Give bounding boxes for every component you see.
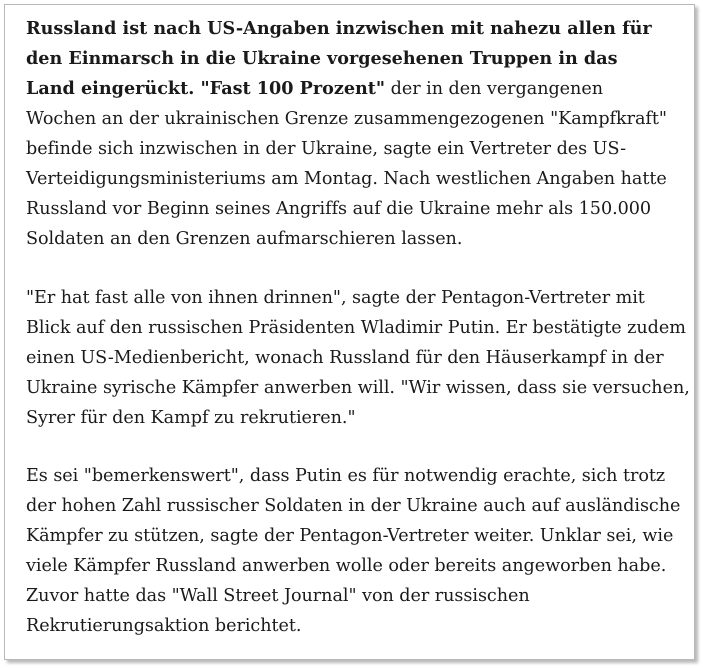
paragraph-1-line-3 xyxy=(26,74,690,104)
paragraph-1-line-3-rest: der in den vergangenen xyxy=(385,79,603,99)
paragraph-3-line-1: Es sei "bemerkenswert", dass Putin es für notwendig erachte, sich trotz xyxy=(26,466,666,486)
lead-text-line-1: Russland ist nach US-Angaben inzwischen mit nahezu allen für xyxy=(26,18,652,39)
lead-text-line-3: Land eingerückt. "Fast 100 Prozent" xyxy=(26,78,386,99)
paragraph-2-line-4: Ukraine syrische Kämpfer anwerben will. "Wir wissen, dass sie versuchen, xyxy=(26,377,690,398)
article-body xyxy=(26,14,690,641)
paragraph-1 xyxy=(26,14,690,254)
paragraph-3-line-3: Kämpfer zu stützen, sagte der Pentagon-Vertreter weiter. Unklar sei, wie xyxy=(26,526,674,546)
paragraph-1-line-7: Russland vor Beginn seines Angriffs auf die Ukraine mehr als 150.000 xyxy=(26,199,652,219)
paragraph-2-line-2: Blick auf den russischen Präsidenten Wladimir Putin. Er bestätigte zudem xyxy=(26,317,686,338)
paragraph-2-line-3: einen US-Medienbericht, wonach Russland für den Häuserkampf in der xyxy=(26,347,664,368)
paragraph-1-line-8: Soldaten an den Grenzen aufmarschieren lassen. xyxy=(26,229,463,249)
paragraph-3-line-2: der hohen Zahl russischer Soldaten in der Ukraine auch auf ausländische xyxy=(26,496,681,516)
paragraph-1-line-4: Wochen an der ukrainischen Grenze zusammengezogenen "Kampfkraft" xyxy=(26,109,667,129)
paragraph-2-line-1: "Er hat fast alle von ihnen drinnen", sagte der Pentagon-Vertreter mit xyxy=(26,287,645,308)
paragraph-1-line-6: Verteidigungsministeriums am Montag. Nach westlichen Angaben hatte xyxy=(26,169,667,189)
paragraph-1-line-5: befinde sich inzwischen in der Ukraine, sagte ein Vertreter des US- xyxy=(26,139,627,159)
lead-text-line-2: den Einmarsch in die Ukraine vorgesehenen Truppen in das xyxy=(26,48,618,69)
paragraph-3-line-6: Rekrutierungsaktion berichtet. xyxy=(26,616,302,636)
paragraph-3 xyxy=(26,461,690,641)
paragraph-3-line-5: Zuvor hatte das "Wall Street Journal" von der russischen xyxy=(26,586,530,606)
paragraph-3-line-4: viele Kämpfer Russland anwerben wolle oder bereits angeworben habe. xyxy=(26,556,667,576)
paragraph-2 xyxy=(26,283,690,433)
paragraph-2-line-5: Syrer für den Kampf zu rekrutieren." xyxy=(26,407,356,428)
